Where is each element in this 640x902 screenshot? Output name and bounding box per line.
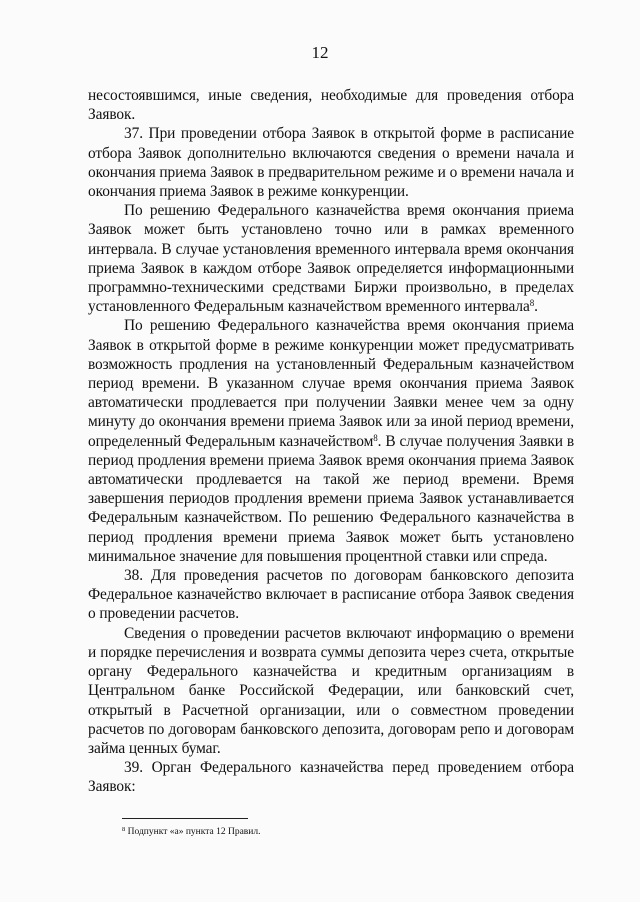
paragraph-continuation: несостоявшимся, иные сведения, необходимые для проведения отбора Заявок.	[88, 87, 574, 124]
footnote-mark: 8	[122, 826, 126, 833]
footnote	[122, 826, 260, 838]
footnote-text: Подпункт «а» пункта 12 Правил.	[125, 827, 261, 837]
paragraph-text: По решению Федерального казначейства время окончания приема Заявок может быть установлено точно или в рамках временного интервала. В случае установления временного интервала время окончания приема Заявок в каждом отборе Заявок определяется информационными программно-техническими средствами Биржи произвольно, в пределах установленного Федеральным казначейством временного интервала	[88, 202, 574, 316]
footnote-separator	[122, 818, 248, 819]
body-text	[88, 86, 574, 797]
paragraph-time-interval	[88, 201, 574, 316]
page-number: 12	[311, 43, 329, 62]
footnote-reference: 8	[373, 432, 378, 443]
paragraph-39: 39. Орган Федерального казначейства перед проведением отбора Заявок:	[88, 759, 574, 796]
paragraph-text-end: . В случае получения Заявки в период продления времени приема Заявок время окончания приема Заявок автоматически продлевается на такой же период времени. Время завершения периодов продления времени приема Заявок устанавливается Федеральным казначейством. По решению Федерального казначейства в период продления времени приема Заявок может быть установлено минимальное значение для повышения процентной ставки или спреда.	[88, 432, 574, 565]
paragraph-text-end: .	[534, 298, 538, 316]
paragraph-extension	[88, 316, 574, 566]
paragraph-text: По решению Федерального казначейства время окончания приема Заявок в открытой форме в режиме конкуренции может предусматривать возможность продления на установленный Федеральным казначейством период времени. В указанном случае время окончания приема Заявок автоматически продлевается при получении Заявки менее чем за одну минуту до окончания времени приема Заявок или за иной период времени, определенный Федеральным казначейством	[88, 317, 574, 450]
paragraph-37: 37. При проведении отбора Заявок в открытой форме в расписание отбора Заявок дополнительно включаются сведения о времени начала и окончания приема Заявок в предварительном режиме и о времени начала и окончания приема Заявок в режиме конкуренции.	[88, 125, 574, 201]
paragraph-38: 38. Для проведения расчетов по договорам банковского депозита Федеральное казначейство включает в расписание отбора Заявок сведения о проведении расчетов.	[88, 567, 574, 623]
paragraph-settlement-info: Сведения о проведении расчетов включают информацию о времени и порядке перечисления и возврата суммы депозита через счета, открытые органу Федерального казначейства и кредитным организациям в Центральном банке Российской Федерации, или банковский счет, открытый в Расчетной организации, или о совместном проведении расчетов по договорам банковского депозита, договорам репо и договорам займа ценных бумаг.	[88, 624, 574, 757]
footnote-reference: 8	[529, 298, 535, 309]
